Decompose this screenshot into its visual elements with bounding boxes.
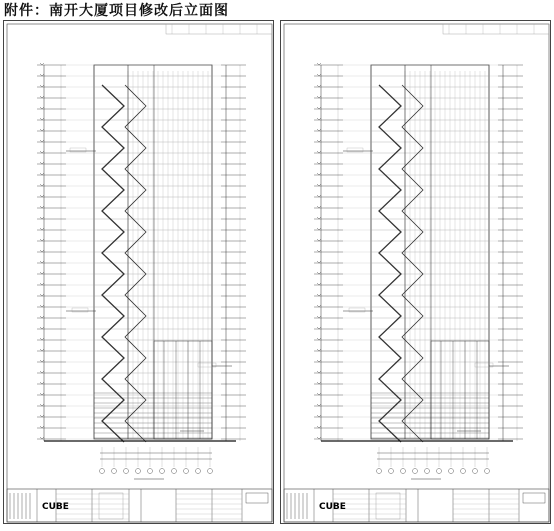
level-marker (317, 140, 321, 142)
grid-bubble (148, 469, 153, 474)
level-marker (40, 96, 44, 98)
firm-logo-text-right: CUBE (319, 502, 346, 512)
inner-frame (284, 24, 549, 522)
level-marker (317, 206, 321, 208)
level-marker (317, 162, 321, 164)
grid-bubble (172, 469, 177, 474)
level-marker (40, 173, 44, 175)
level-marker (317, 261, 321, 263)
level-marker (40, 426, 44, 428)
level-marker (317, 74, 321, 76)
grid-bubble (413, 469, 418, 474)
grid-bubble (196, 469, 201, 474)
elevation-sheet-right (280, 20, 551, 524)
level-marker (317, 107, 321, 109)
level-marker (317, 305, 321, 307)
level-marker (40, 360, 44, 362)
level-marker (40, 415, 44, 417)
level-marker (40, 162, 44, 164)
level-marker (40, 239, 44, 241)
top-stamp-strip (166, 24, 272, 34)
level-marker (40, 129, 44, 131)
level-marker (40, 140, 44, 142)
level-marker (40, 118, 44, 120)
level-marker (317, 437, 321, 439)
level-marker (40, 305, 44, 307)
level-marker (40, 250, 44, 252)
annotation-tag (349, 308, 365, 312)
level-marker (40, 184, 44, 186)
level-marker (317, 63, 321, 65)
level-marker (40, 206, 44, 208)
inner-frame (7, 24, 272, 522)
level-marker (317, 217, 321, 219)
level-marker (317, 85, 321, 87)
elevation-drawing-right (281, 21, 552, 525)
level-marker (40, 107, 44, 109)
level-marker (317, 294, 321, 296)
level-marker (40, 151, 44, 153)
grid-bubble (461, 469, 466, 474)
level-marker (40, 195, 44, 197)
level-marker (40, 283, 44, 285)
grid-bubble (184, 469, 189, 474)
level-marker (317, 228, 321, 230)
level-marker (40, 74, 44, 76)
grid-bubble (100, 469, 105, 474)
top-stamp-strip (443, 24, 549, 34)
level-marker (317, 250, 321, 252)
level-marker (40, 217, 44, 219)
zigzag-fin (379, 85, 401, 442)
grid-bubble (377, 469, 382, 474)
level-marker (317, 404, 321, 406)
level-marker (317, 360, 321, 362)
grid-bubble (208, 469, 213, 474)
grid-bubble (389, 469, 394, 474)
title-block-sheet-number (523, 493, 545, 503)
annotation-tag (72, 308, 88, 312)
level-marker (40, 338, 44, 340)
level-marker (40, 85, 44, 87)
level-marker (317, 239, 321, 241)
grid-bubble (124, 469, 129, 474)
level-marker (40, 272, 44, 274)
level-marker (317, 184, 321, 186)
level-marker (317, 283, 321, 285)
grid-bubble (160, 469, 165, 474)
page-title: 附件：南开大厦项目修改后立面图 (4, 3, 229, 19)
level-marker (317, 327, 321, 329)
grid-bubble (485, 469, 490, 474)
firm-logo-right (319, 502, 346, 531)
level-marker (317, 393, 321, 395)
level-marker (317, 382, 321, 384)
level-marker (40, 327, 44, 329)
level-marker (40, 294, 44, 296)
level-marker (317, 349, 321, 351)
title-block-seal-area (99, 493, 123, 519)
grid-bubble (401, 469, 406, 474)
level-marker (317, 118, 321, 120)
level-marker (317, 426, 321, 428)
annotation-tag (198, 363, 216, 367)
level-marker (40, 437, 44, 439)
level-marker (317, 316, 321, 318)
level-marker (317, 371, 321, 373)
level-marker (40, 349, 44, 351)
level-marker (40, 228, 44, 230)
level-marker (40, 63, 44, 65)
grid-bubble (437, 469, 442, 474)
level-marker (40, 404, 44, 406)
annotation-tag (347, 148, 363, 152)
level-marker (317, 173, 321, 175)
level-marker (317, 338, 321, 340)
level-marker (40, 316, 44, 318)
level-marker (40, 382, 44, 384)
title-block-seal-area (376, 493, 400, 519)
level-marker (40, 261, 44, 263)
grid-bubble (449, 469, 454, 474)
level-marker (317, 151, 321, 153)
zigzag-fin (102, 85, 124, 442)
title-block-sheet-number (246, 493, 268, 503)
level-marker (40, 371, 44, 373)
level-marker (317, 415, 321, 417)
annotation-tag (70, 148, 86, 152)
elevation-sheet-left (3, 20, 274, 524)
firm-logo-left (42, 502, 69, 531)
grid-bubble (473, 469, 478, 474)
level-marker (317, 129, 321, 131)
level-marker (40, 393, 44, 395)
firm-logo-text-left: CUBE (42, 502, 69, 512)
grid-bubble (112, 469, 117, 474)
level-marker (317, 195, 321, 197)
grid-bubble (136, 469, 141, 474)
level-marker (317, 96, 321, 98)
level-marker (317, 272, 321, 274)
elevation-drawing-left (4, 21, 275, 525)
annotation-tag (475, 363, 493, 367)
grid-bubble (425, 469, 430, 474)
